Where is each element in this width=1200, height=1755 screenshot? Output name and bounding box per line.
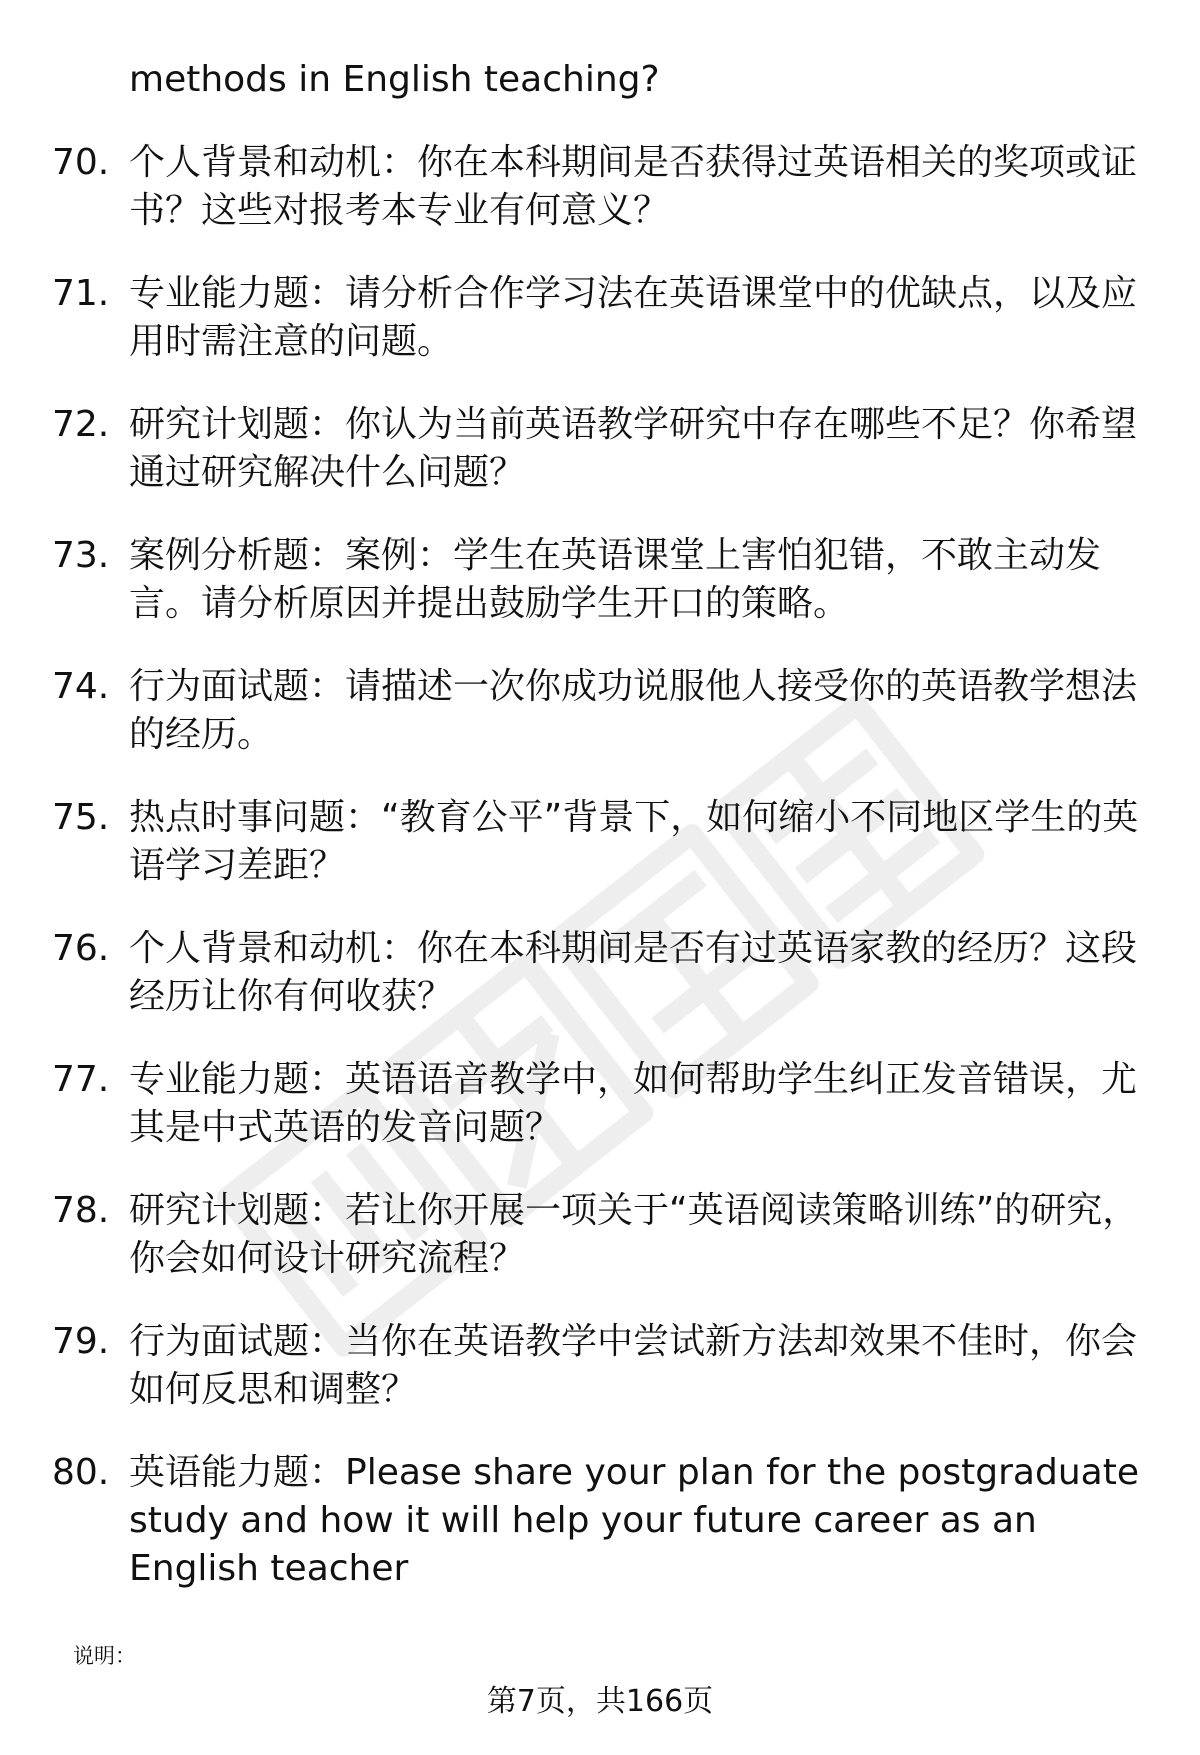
question-text: 研究计划题：你认为当前英语教学研究中存在哪些不足？你希望通过研究解决什么问题？ <box>129 404 1138 493</box>
continued-text: methods in English teaching? <box>129 59 660 100</box>
question-item <box>52 663 1152 759</box>
page-footer: 第7页，共166页 <box>486 1684 714 1719</box>
question-text: 热点时事问题：“教育公平”背景下，如何缩小不同地区学生的英语学习差距？ <box>129 797 1139 886</box>
question-number: 73. <box>52 535 110 576</box>
question-item <box>52 794 1152 890</box>
question-text: 专业能力题：请分析合作学习法在英语课堂中的优缺点，以及应用时需注意的问题。 <box>129 273 1138 362</box>
question-number: 79. <box>52 1321 110 1362</box>
question-number: 78. <box>52 1190 110 1231</box>
question-text: 英语能力题：Please share your plan for the postgraduate study and how it will help your future career as an English teacher <box>129 1452 1139 1589</box>
question-number: 74. <box>52 666 110 707</box>
question-text: 研究计划题：若让你开展一项关于“英语阅读策略训练”的研究，你会如何设计研究流程？ <box>129 1190 1139 1279</box>
question-item <box>52 401 1152 497</box>
question-list <box>52 56 1152 1593</box>
question-number: 77. <box>52 1059 110 1100</box>
question-number: 70. <box>52 142 110 183</box>
question-number: 72. <box>52 404 110 445</box>
question-text: 案例分析题：案例：学生在英语课堂上害怕犯错，不敢主动发言。请分析原因并提出鼓励学生开口的策略。 <box>129 535 1102 624</box>
question-text: 个人背景和动机：你在本科期间是否有过英语家教的经历？这段经历让你有何收获？ <box>129 928 1138 1017</box>
question-item <box>52 1187 1152 1283</box>
question-text: 行为面试题：当你在英语教学中尝试新方法却效果不佳时，你会如何反思和调整？ <box>129 1321 1138 1410</box>
question-text: 专业能力题：英语语音教学中，如何帮助学生纠正发音错误，尤其是中式英语的发音问题？ <box>129 1059 1138 1148</box>
question-text: 行为面试题：请描述一次你成功说服他人接受你的英语教学想法的经历。 <box>129 666 1138 755</box>
question-number: 71. <box>52 273 110 314</box>
question-item <box>52 1449 1152 1593</box>
question-item <box>52 1318 1152 1414</box>
question-item <box>52 270 1152 366</box>
question-text: 个人背景和动机：你在本科期间是否获得过英语相关的奖项或证书？这些对报考本专业有何意义？ <box>129 142 1138 231</box>
question-item <box>52 139 1152 235</box>
question-item <box>52 532 1152 628</box>
question-number: 75. <box>52 797 110 838</box>
question-number: 80. <box>52 1452 110 1493</box>
question-item <box>52 925 1152 1021</box>
question-number: 76. <box>52 928 110 969</box>
note-label: 说明： <box>73 1644 136 1668</box>
question-item <box>52 1056 1152 1152</box>
